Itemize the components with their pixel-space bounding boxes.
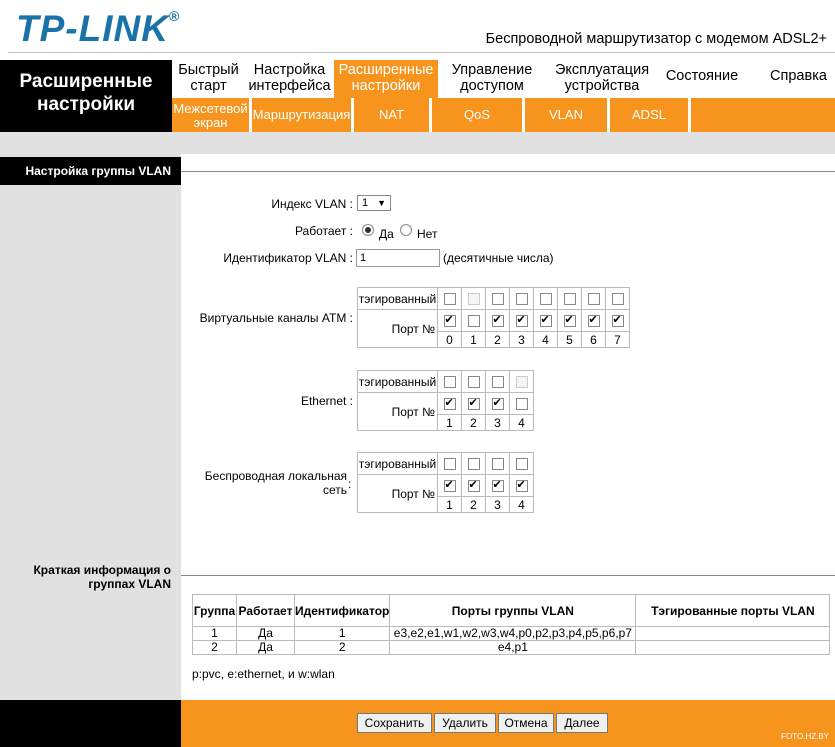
watermark: FOTO.HZ.BY (781, 732, 829, 741)
grid-cell (462, 453, 486, 475)
vlan-id-input[interactable]: 1 (356, 249, 440, 267)
grid-cell (510, 288, 534, 310)
wlan-tag-2-checkbox[interactable] (468, 458, 480, 470)
subnav-firewall[interactable]: Межсетевой экран (173, 101, 248, 130)
top-gray-bar (0, 132, 835, 154)
eth-tag-4-checkbox (516, 376, 528, 388)
tagged-label: тэгированный (358, 371, 438, 393)
eth-port-1-checkbox[interactable] (444, 398, 456, 410)
grid-cell (582, 288, 606, 310)
vlan-id-label: Идентификатор VLAN : (223, 251, 353, 265)
column-header: Порты группы VLAN (390, 595, 636, 627)
grid-cell (486, 288, 510, 310)
grid-cell (606, 288, 630, 310)
grid-cell (510, 393, 534, 415)
vlan-summary-label: Краткая информация о группах VLAN (33, 563, 171, 591)
atm-tag-1-checkbox (468, 293, 480, 305)
grid-cell (486, 475, 510, 497)
cancel-button[interactable]: Отмена (498, 713, 554, 733)
table-cell: 2 (193, 641, 237, 655)
tagged-label: тэгированный (358, 453, 438, 475)
sub-nav (172, 98, 835, 132)
port-number: 1 (438, 497, 462, 513)
wlan-label: Беспроводная локальная сеть (204, 469, 347, 497)
nav-access-management[interactable]: Управление доступом (451, 62, 533, 94)
port-number: 4 (534, 332, 558, 348)
port-number: 1 (462, 332, 486, 348)
port-no-label: Порт № (358, 310, 438, 348)
table-cell (636, 627, 830, 641)
port-number: 3 (486, 415, 510, 431)
wlan-tag-4-checkbox[interactable] (516, 458, 528, 470)
port-number: 2 (486, 332, 510, 348)
wlan-tag-3-checkbox[interactable] (492, 458, 504, 470)
atm-tag-2-checkbox[interactable] (492, 293, 504, 305)
eth-port-4-checkbox[interactable] (516, 398, 528, 410)
main-nav (172, 60, 835, 98)
vlan-index-label: Индекс VLAN : (271, 197, 353, 211)
table-cell: 1 (295, 627, 390, 641)
grid-cell (438, 288, 462, 310)
port-no-label: Порт № (358, 475, 438, 513)
wlan-port-1-checkbox[interactable] (444, 480, 456, 492)
wlan-colon: : (348, 477, 352, 491)
port-legend: p:pvc, e:ethernet, и w:wlan (192, 667, 335, 681)
atm-port-grid (357, 287, 630, 348)
active-yes-radio[interactable] (362, 224, 374, 236)
grid-cell (462, 371, 486, 393)
atm-label: Виртуальные каналы ATM : (199, 311, 353, 325)
atm-port-5-checkbox[interactable] (564, 315, 576, 327)
wlan-port-3-checkbox[interactable] (492, 480, 504, 492)
subnav-nat[interactable]: NAT (378, 107, 405, 122)
subnav-adsl[interactable]: ADSL (632, 107, 666, 122)
port-number: 0 (438, 332, 462, 348)
subnav-vlan[interactable]: VLAN (549, 107, 583, 122)
nav-advanced-setup[interactable]: Расширенные настройки (334, 60, 438, 98)
nav-maintenance[interactable]: Эксплуатация устройства (554, 62, 650, 94)
atm-tag-5-checkbox[interactable] (564, 293, 576, 305)
active-yes-label: Да (379, 227, 394, 241)
grid-cell (558, 288, 582, 310)
vlan-index-select[interactable]: 1 ▼ (357, 195, 391, 211)
wlan-port-4-checkbox[interactable] (516, 480, 528, 492)
atm-port-2-checkbox[interactable] (492, 315, 504, 327)
next-button[interactable]: Далее (556, 713, 608, 733)
grid-cell (438, 475, 462, 497)
grid-cell (438, 393, 462, 415)
subnav-separator (688, 98, 691, 132)
section-divider (181, 575, 835, 576)
grid-cell (462, 288, 486, 310)
active-label: Работает : (294, 224, 353, 238)
nav-quick-start[interactable]: Быстрый старт (178, 62, 239, 94)
table-cell: 1 (193, 627, 237, 641)
active-no-radio[interactable] (400, 224, 412, 236)
wlan-port-2-checkbox[interactable] (468, 480, 480, 492)
atm-tag-7-checkbox[interactable] (612, 293, 624, 305)
left-column (0, 154, 181, 700)
subnav-qos[interactable]: QoS (463, 107, 490, 122)
eth-tag-3-checkbox[interactable] (492, 376, 504, 388)
section-divider (181, 171, 835, 172)
footer-left (0, 700, 181, 747)
atm-tag-3-checkbox[interactable] (516, 293, 528, 305)
wlan-port-grid (357, 452, 534, 513)
table-cell: e3,e2,e1,w1,w2,w3,w4,p0,p2,p3,p4,p5,p6,p7 (390, 627, 636, 641)
port-number: 4 (510, 497, 534, 513)
grid-cell (606, 310, 630, 332)
atm-port-4-checkbox[interactable] (540, 315, 552, 327)
port-no-label: Порт № (358, 393, 438, 431)
port-number: 1 (438, 415, 462, 431)
port-number: 4 (510, 415, 534, 431)
port-number: 7 (606, 332, 630, 348)
port-number: 5 (558, 332, 582, 348)
atm-port-3-checkbox[interactable] (516, 315, 528, 327)
nav-status[interactable]: Состояние (665, 68, 739, 84)
wlan-tag-1-checkbox[interactable] (444, 458, 456, 470)
header (0, 0, 835, 60)
atm-port-0-checkbox[interactable] (444, 315, 456, 327)
atm-tag-0-checkbox[interactable] (444, 293, 456, 305)
table-cell (636, 641, 830, 655)
column-header: Тэгированные порты VLAN (636, 595, 830, 627)
table-cell: e4,p1 (390, 641, 636, 655)
port-number: 3 (510, 332, 534, 348)
column-header: Идентификатор (295, 595, 390, 627)
atm-port-6-checkbox[interactable] (588, 315, 600, 327)
table-cell: Да (237, 641, 295, 655)
vlan-group-setup-label: Настройка группы VLAN (0, 157, 181, 185)
chevron-down-icon: ▼ (377, 198, 386, 208)
grid-cell (486, 371, 510, 393)
column-header: Работает (237, 595, 295, 627)
column-header: Группа (193, 595, 237, 627)
grid-cell (462, 310, 486, 332)
grid-cell (534, 310, 558, 332)
vlan-summary-table (192, 594, 830, 655)
nav-help[interactable]: Справка (770, 68, 827, 84)
grid-cell (486, 310, 510, 332)
port-number: 6 (582, 332, 606, 348)
atm-tag-6-checkbox[interactable] (588, 293, 600, 305)
grid-cell (534, 288, 558, 310)
grid-cell (510, 475, 534, 497)
tplink-logo: TP-LINK® (16, 8, 181, 49)
table-row (193, 627, 830, 641)
delete-button[interactable]: Удалить (434, 713, 496, 733)
eth-port-2-checkbox[interactable] (468, 398, 480, 410)
subnav-routing[interactable]: Маршрутизация (252, 107, 351, 122)
atm-port-1-checkbox[interactable] (468, 315, 480, 327)
nav-interface-setup[interactable]: Настройка интерфейса (248, 62, 331, 94)
grid-cell (510, 371, 534, 393)
grid-cell (486, 453, 510, 475)
atm-port-7-checkbox[interactable] (612, 315, 624, 327)
section-title: Расширенные настройки (0, 60, 172, 132)
grid-cell (462, 393, 486, 415)
atm-tag-4-checkbox[interactable] (540, 293, 552, 305)
grid-cell (486, 393, 510, 415)
eth-tag-1-checkbox[interactable] (444, 376, 456, 388)
model-title: Беспроводной маршрутизатор с модемом ADSL2+ (485, 31, 827, 47)
save-button[interactable]: Сохранить (357, 713, 432, 733)
eth-tag-2-checkbox[interactable] (468, 376, 480, 388)
port-number: 3 (486, 497, 510, 513)
eth-port-3-checkbox[interactable] (492, 398, 504, 410)
port-number: 2 (462, 415, 486, 431)
grid-cell (438, 310, 462, 332)
grid-cell (510, 453, 534, 475)
table-cell: 2 (295, 641, 390, 655)
table-cell: Да (237, 627, 295, 641)
grid-cell (462, 475, 486, 497)
grid-cell (438, 371, 462, 393)
grid-cell (438, 453, 462, 475)
port-number: 2 (462, 497, 486, 513)
tagged-label: тэгированный (358, 288, 438, 310)
grid-cell (510, 310, 534, 332)
table-row (193, 641, 830, 655)
active-no-label: Нет (417, 227, 438, 241)
ethernet-port-grid (357, 370, 534, 431)
grid-cell (558, 310, 582, 332)
header-divider (8, 52, 835, 53)
vlan-id-hint: (десятичные числа) (443, 251, 554, 265)
grid-cell (582, 310, 606, 332)
ethernet-label: Ethernet : (300, 394, 353, 408)
